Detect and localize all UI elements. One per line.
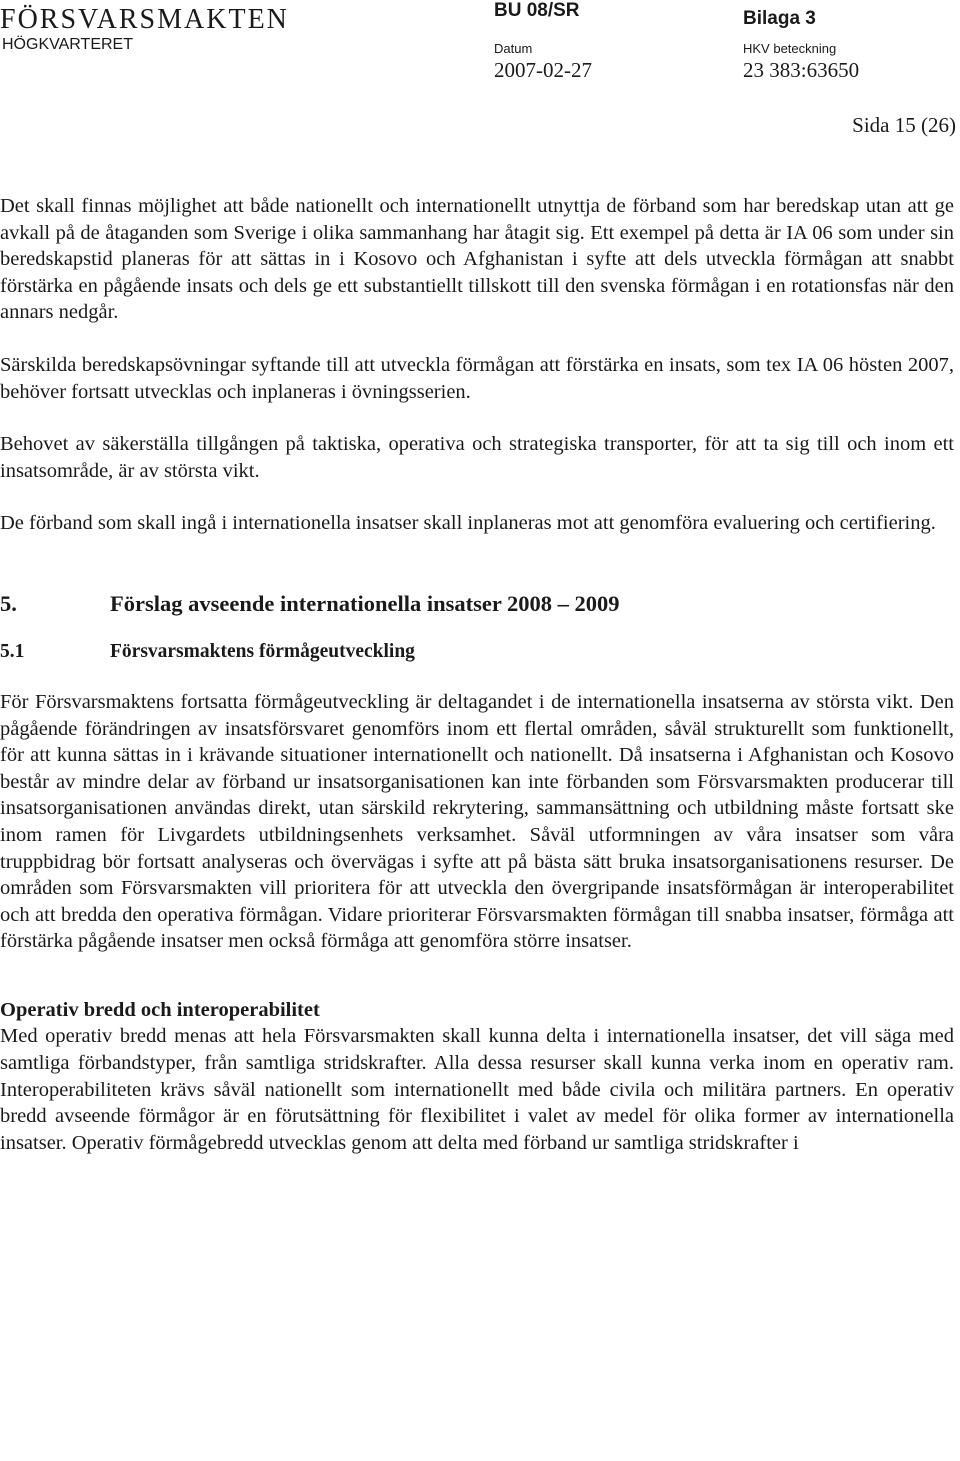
page-number: Sida 15 (26) (852, 113, 956, 137)
date-label: Datum (494, 41, 533, 56)
reference-label: HKV beteckning (743, 41, 837, 56)
document-body (0, 193, 954, 1156)
organization-name: FÖRSVARSMAKTEN (0, 4, 289, 35)
subsection-title: Försvarsmaktens förmågeutveckling (110, 640, 415, 662)
subsection-number: 5.1 (0, 640, 25, 662)
paragraph-4: De förband som skall ingå i internationella insatser skall inplaneras mot att genomföra evaluering och certifiering. (0, 512, 936, 535)
subsection-heading (0, 639, 954, 665)
paragraph-5: För Försvarsmaktens fortsatta förmågeutveckling är deltagandet i de internationella insatserna av största vikt. Den pågående förändringen av insatsförsvaret genomförs inom ett flertal områden, såväl strukturellt som funktionellt, för att kunna sättas in i krävande situationer internationellt och nationellt. Då insatserna i Afghanistan och Kosovo består av mindre delar av förband ur insatsorganisationen kan inte förbanden som Försvarsmakten producerar till insatsorganisationen användas direkt, utan särskild rekrytering, sammansättning och utbildning måste fortsatt ske inom ramen för Livgardets utbildningsenhets verksamhet. Såväl utformningen av våra insatser som våra truppbidrag bör fortsatt analyseras och övervägas i syfte att på bästa sätt bruka insatsorganisationens resurser. De områden som Försvarsmakten vill prioritera för att utveckla den övergripande insatsförmågan är interoperabilitet och att bredda den operativa förmågan. Vidare prioriterar Försvarsmakten förmågan till snabba insatser, förmåga att förstärka pågående insatser men också förmåga att genomföra större insatser. (0, 690, 954, 953)
section-number: 5. (0, 590, 17, 616)
appendix-label: Bilaga 3 (743, 8, 816, 29)
paragraph-6: Med operativ bredd menas att hela Försvarsmakten skall kunna delta i internationella insatser, det vill säga med samtliga förbandstyper, från samtliga stridskrafter. Alla dessa resurser skall kunna verka inom en operativ ram. Interoperabiliteten krävs såväl nationellt som internationellt med både civila och militära partners. En operativ bredd avseende förmågor är en förutsättning för flexibilitet i valet av medel för olika former av internationella insatser. Operativ förmågebredd utvecklas genom att delta med förband ur samtliga stridskrafter i (0, 1025, 954, 1154)
section-heading (0, 589, 954, 619)
date-value: 2007-02-27 (494, 58, 592, 82)
unit-name: HÖGKVARTERET (2, 36, 133, 53)
document-id: BU 08/SR (494, 0, 580, 21)
paragraph-3: Behovet av säkerställa tillgången på taktiska, operativa och strategiska transporter, för att ta sig till och inom ett insatsområde, är av största vikt. (0, 433, 954, 482)
reference-value: 23 383:63650 (743, 58, 860, 82)
subheading-operativ-bredd: Operativ bredd och interoperabilitet (0, 998, 320, 1021)
paragraph-1: Det skall finnas möjlighet att både nationellt och internationellt utnyttja de förband som har beredskap utan att ge avkall på de åtaganden som Sverige i olika sammanhang har åtagit sig. Ett exempel på detta är IA 06 som under sin beredskapstid planeras för att sättas in i Kosovo och Afghanistan i syfte att dels utveckla förmågan att snabbt förstärka en pågående insats och dels ge ett substantiellt tillskott till den svenska förmågan i en rotationsfas när den annars nedgår. (0, 195, 954, 324)
paragraph-2: Särskilda beredskapsövningar syftande till att utveckla förmågan att förstärka en insats, som tex IA 06 hösten 2007, behöver fortsatt utvecklas och inplaneras i övningsserien. (0, 353, 954, 403)
section-title: Förslag avseende internationella insatser 2008 – 2009 (110, 590, 620, 616)
